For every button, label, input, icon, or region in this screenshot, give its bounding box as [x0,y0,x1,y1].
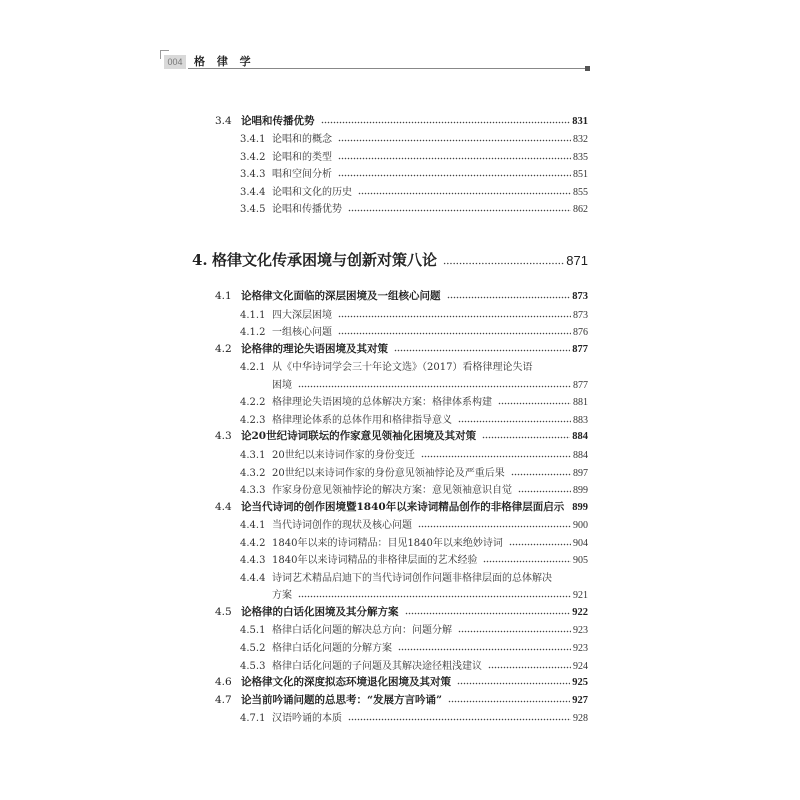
entry-page-number: 862 [573,204,588,215]
entry-number: 4.2.3 [240,414,266,426]
entry-title: 诗词艺术精品启迪下的当代诗词创作问题非格律层面的总体解决 [272,572,552,584]
entry-title: 论格律文化的深度拟态环境退化困境及其对策 [241,676,451,689]
toc-entry[interactable] [240,358,588,373]
entry-title: 格律文化传承困境与创新对策八论 [212,251,438,269]
dot-leader [458,627,571,633]
toc-entry[interactable] [215,604,588,619]
entry-page-number: 927 [572,694,588,706]
toc-entry[interactable] [215,499,588,514]
entry-number: 4.3.1 [240,449,266,461]
entry-number: 3.4.1 [240,134,266,146]
entry-title: 当代诗词创作的现状及核心问题 [272,520,412,532]
entry-page-number: 923 [573,625,588,637]
entry-page-number: 899 [573,485,588,497]
entry-number: 4.4.3 [240,555,266,567]
entry-title: 四大深层困境 [272,309,332,321]
toc-entry[interactable] [215,288,588,303]
toc-entry[interactable] [240,200,588,215]
toc-entry[interactable] [240,481,588,496]
entry-title: 一组核心问题 [272,327,332,339]
dot-leader [421,452,571,458]
dot-leader [448,697,570,703]
dot-leader [394,346,570,352]
entry-title: 论格律的理论失语困境及其对策 [241,342,388,355]
entry-number: 4.4.1 [240,520,266,532]
entry-page-number: 835 [573,151,588,163]
entry-number: 4.4.4 [240,572,266,584]
entry-number: 4.5.3 [240,660,266,672]
toc-entry[interactable] [215,692,588,707]
entry-number: 4.3.2 [240,467,266,479]
entry-title: 论20世纪诗词联坛的作家意见领袖化困境及其对策 [241,430,477,443]
entry-page-number: 851 [573,169,588,181]
entry-number: 4. [192,251,208,269]
entry-page-number: 921 [573,590,588,602]
entry-number: 4.2.2 [240,397,266,409]
toc-entry[interactable] [240,411,588,426]
entry-page-number: 855 [573,186,588,198]
entry-number: 4.3 [215,430,232,443]
dot-leader [443,259,564,265]
entry-page-number: 928 [573,713,588,725]
entry-page-number: 905 [573,555,588,567]
dot-leader [405,609,571,615]
toc-entry[interactable] [240,464,588,479]
toc-entry[interactable] [240,639,588,654]
toc-entry[interactable] [240,569,588,584]
entry-number: 4.2.1 [240,362,266,374]
entry-number: 4.7 [215,693,232,706]
dot-leader [447,293,571,299]
entry-number: 4.5.2 [240,643,266,654]
dot-leader [338,136,571,142]
entry-title: 论当代诗词的创作困境暨1840年以来诗词精品创作的非格律层面启示 [241,500,565,513]
entry-title: 作家身份意见领袖悖论的解决方案：意见领袖意识自觉 [272,485,512,497]
entry-title: 格律白话化问题的分解方案 [272,643,392,654]
dot-leader [338,312,571,318]
toc-entry[interactable] [215,113,588,128]
entry-number: 3.4.2 [240,151,266,163]
dot-leader [338,329,571,335]
dot-leader [518,487,571,493]
dot-leader [488,663,571,669]
entry-page-number: 877 [573,379,588,391]
entry-page-number: 925 [572,677,588,689]
toc-entry[interactable] [240,446,588,461]
entry-number: 4.1 [215,290,232,302]
entry-number: 3.4 [215,115,232,127]
entry-number: 4.4 [215,500,232,513]
dot-leader [348,206,571,212]
dot-leader [321,118,571,124]
dot-leader [298,592,571,598]
entry-page-number: 923 [573,643,588,654]
toc-entry[interactable] [240,657,588,672]
toc-entry[interactable] [240,130,588,145]
header-square-mark [585,66,590,71]
toc-entry[interactable] [240,516,588,531]
toc-entry[interactable] [240,551,588,566]
entry-title: 格律白话化问题的子问题及其解决途径粗浅建议 [272,660,482,672]
dot-leader [482,433,570,439]
entry-number: 4.4.2 [240,537,266,549]
entry-number: 4.3.3 [240,485,266,497]
entry-title: 论唱和文化的历史 [272,186,352,198]
entry-title: 1840年以来诗词精品的非格律层面的艺术经验 [272,555,478,567]
entry-number: 4.6 [215,676,232,689]
entry-title: 汉语吟诵的本质 [272,713,342,725]
entry-number: 4.7.1 [240,713,266,725]
dot-leader [348,715,571,721]
header-book-title: 格 律 学 [194,55,255,68]
header-rule [188,68,588,69]
toc-entry[interactable] [240,148,588,163]
entry-title: 1840年以来的诗词精品：目见1840年以来绝妙诗词 [272,537,503,549]
toc-entry[interactable] [240,709,588,724]
dot-leader [509,540,571,546]
dot-leader [338,171,571,177]
dot-leader [498,399,571,405]
entry-page-number: 871 [566,253,588,268]
entry-title: 论唱和传播优势 [241,115,315,127]
entry-page-number: 904 [573,537,588,549]
dot-leader [418,522,571,528]
entry-title: 论当前吟诵问题的总思考：“发展方言吟诵” [241,693,443,706]
entry-title-continuation: 困境 [272,379,292,391]
entry-page-number: 832 [573,134,588,146]
entry-title: 论唱和的类型 [272,151,332,163]
toc-entry[interactable] [215,428,588,443]
entry-title: 论唱和传播优势 [272,204,342,215]
dot-leader [457,679,570,685]
toc-entry[interactable] [192,249,588,270]
dot-leader [338,154,571,160]
entry-page-number: 873 [572,291,588,302]
toc-entry[interactable] [240,621,588,636]
entry-page-number: 884 [572,431,588,443]
toc-entry[interactable] [240,534,588,549]
entry-page-number: 873 [573,309,588,321]
entry-number: 4.1.1 [240,309,266,321]
dot-leader [398,645,571,651]
entry-title: 格律理论失语困境的总体解决方案：格律体系构建 [272,397,492,409]
toc-entry[interactable] [240,165,588,180]
toc-entry[interactable] [240,393,588,408]
toc-entry[interactable] [215,341,588,356]
entry-page-number: 876 [573,327,588,339]
entry-page-number: 922 [572,606,588,618]
entry-title: 唱和空间分析 [272,169,332,181]
entry-title: 20世纪以来诗词作家的身份意见领袖悖论及严重后果 [272,467,505,479]
entry-page-number: 900 [573,520,588,532]
entry-title: 从《中华诗词学会三十年论文选》（2017）看格律理论失语 [272,362,533,374]
header-page-number: 004 [164,55,186,69]
entry-title: 论格律文化面临的深层困境及一组核心问题 [241,290,441,302]
dot-leader [483,557,571,563]
entry-title: 20世纪以来诗词作家的身份变迁 [272,449,415,461]
entry-number: 4.2 [215,342,232,355]
toc-entry[interactable] [240,183,588,198]
toc-entry[interactable] [240,323,588,338]
entry-number: 3.4.5 [240,204,266,215]
entry-title-continuation: 方案 [272,590,292,602]
entry-title: 格律白话化问题的解决总方向：问题分解 [272,625,452,637]
entry-page-number: 897 [573,467,588,479]
entry-page-number: 877 [572,343,588,355]
entry-page-number: 924 [573,660,588,672]
entry-number: 4.5 [215,605,232,618]
toc-entry[interactable] [215,674,588,689]
toc-entry[interactable] [240,306,588,321]
entry-page-number: 831 [572,116,588,127]
entry-number: 3.4.4 [240,186,266,198]
entry-title: 格律理论体系的总体作用和格律指导意义 [272,414,452,426]
entry-page-number: 881 [573,397,588,409]
entry-title: 论唱和的概念 [272,134,332,146]
entry-page-number: 899 [572,501,588,513]
dot-leader [298,382,571,388]
toc-entry-continuation [272,376,588,391]
entry-number: 4.5.1 [240,625,266,637]
entry-number: 4.1.2 [240,327,266,339]
entry-title: 论格律的白话化困境及其分解方案 [241,605,399,618]
toc-entry-continuation [272,586,588,601]
dot-leader [358,189,571,195]
entry-number: 3.4.3 [240,169,266,181]
entry-page-number: 883 [573,414,588,426]
dot-leader [511,470,571,476]
entry-page-number: 884 [573,449,588,461]
dot-leader [458,417,571,423]
